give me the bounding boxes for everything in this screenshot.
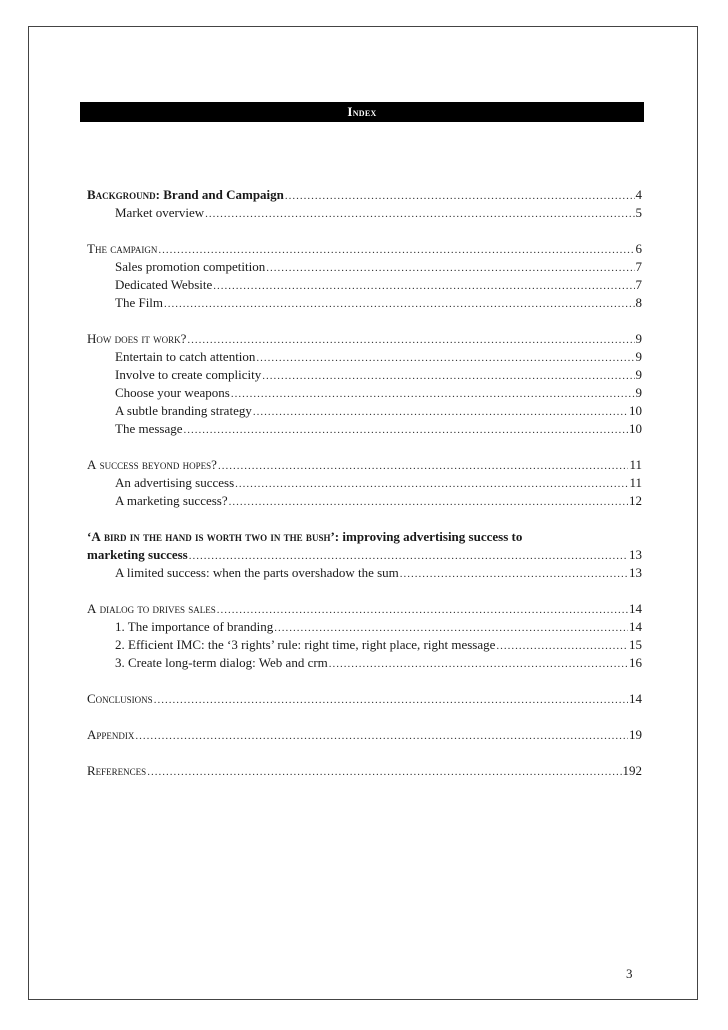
- dot-leader: [147, 763, 621, 781]
- toc-entry-efficient-imc[interactable]: 2. Efficient IMC: the ‘3 rights’ rule: right time, right place, right message ..... 15: [87, 636, 642, 654]
- toc-entry-success-beyond-hopes[interactable]: A success beyond hopes? ..... 11: [87, 456, 642, 474]
- toc-page-number: 5: [635, 205, 642, 220]
- toc-entry-how-does-it-work[interactable]: How does it work? ..... 9: [87, 330, 642, 348]
- toc-page-number: 8: [635, 295, 642, 310]
- toc-page-number: 7: [635, 277, 642, 292]
- toc-entry-market-overview[interactable]: Market overview ..... 5: [87, 204, 642, 222]
- dot-leader: [256, 349, 634, 367]
- toc-page-number: 6: [635, 241, 642, 256]
- dot-leader: [496, 637, 628, 655]
- page-number: 3: [626, 966, 633, 981]
- index-heading-initial: I: [347, 104, 353, 119]
- toc-entry-the-message[interactable]: The message ..... 10: [87, 420, 642, 438]
- toc-page-number: 14: [629, 619, 642, 634]
- index-heading-bar: [80, 102, 644, 122]
- dot-leader: [285, 187, 635, 205]
- toc-page-number: 14: [629, 601, 642, 616]
- dot-leader: [400, 565, 628, 583]
- toc-page-number: 9: [635, 349, 642, 364]
- dot-leader: [229, 493, 628, 511]
- dot-leader: [231, 385, 635, 403]
- toc-entry-dialog[interactable]: A dialog to drives sales ..... 14: [87, 600, 642, 618]
- toc-page-number: 7: [635, 259, 642, 274]
- dot-leader: [205, 205, 634, 223]
- toc-page-number: 13: [629, 565, 642, 580]
- dot-leader: [262, 367, 634, 385]
- toc-page-number: 11: [629, 475, 642, 490]
- toc-page-number: 13: [629, 547, 642, 562]
- toc-entry-appendix[interactable]: Appendix ..... 19: [87, 726, 642, 744]
- toc-page-number: 12: [629, 493, 642, 508]
- dot-leader: [217, 601, 628, 619]
- dot-leader: [329, 655, 628, 673]
- toc-entry-involve[interactable]: Involve to create complicity ..... 9: [87, 366, 642, 384]
- dot-leader: [154, 691, 628, 709]
- toc-page-number: 10: [629, 421, 642, 436]
- dot-leader: [274, 619, 628, 637]
- toc-entry-marketing-success[interactable]: A marketing success? ..... 12: [87, 492, 642, 510]
- toc-page-number: 16: [629, 655, 642, 670]
- toc-entry-dedicated-website[interactable]: Dedicated Website ..... 7: [87, 276, 642, 294]
- toc-page-number: 4: [635, 187, 642, 202]
- toc-entry-the-campaign[interactable]: The campaign ..... 6: [87, 240, 642, 258]
- toc-entry-advertising-success[interactable]: An advertising success ..... 11: [87, 474, 642, 492]
- dot-leader: [253, 403, 628, 421]
- toc-page-number: 9: [635, 385, 642, 400]
- toc-page-number: 9: [635, 367, 642, 382]
- dot-leader: [135, 727, 628, 745]
- toc-entry-long-term-dialog[interactable]: 3. Create long-term dialog: Web and crm ..... 16: [87, 654, 642, 672]
- toc-entry-conclusions[interactable]: Conclusions ..... 14: [87, 690, 642, 708]
- toc-entry-importance-branding[interactable]: 1. The importance of branding ..... 14: [87, 618, 642, 636]
- toc-entry-sales-promotion[interactable]: Sales promotion competition ..... 7: [87, 258, 642, 276]
- toc-page-number: 9: [635, 331, 642, 346]
- toc-entry-background[interactable]: Background: Brand and Campaign ..... 4: [87, 186, 642, 204]
- table-of-contents: [87, 186, 642, 780]
- toc-page-number: 14: [629, 691, 642, 706]
- toc-entry-choose-weapons[interactable]: Choose your weapons ..... 9: [87, 384, 642, 402]
- toc-page-number: 11: [629, 457, 642, 472]
- toc-page-number: 19: [629, 727, 642, 742]
- dot-leader: [164, 295, 634, 313]
- toc-entry-references[interactable]: References ..... 192: [87, 762, 642, 780]
- toc-page-number: 192: [622, 763, 642, 778]
- index-heading-rest: ndex: [352, 107, 377, 119]
- dot-leader: [235, 475, 628, 493]
- dot-leader: [266, 259, 634, 277]
- toc-entry-entertain[interactable]: Entertain to catch attention ..... 9: [87, 348, 642, 366]
- toc-page-number: 15: [629, 637, 642, 652]
- dot-leader: [158, 241, 634, 259]
- toc-entry-limited-success[interactable]: A limited success: when the parts overshadow the sum ..... 13: [87, 564, 642, 582]
- toc-entry-subtle-branding[interactable]: A subtle branding strategy ..... 10: [87, 402, 642, 420]
- dot-leader: [218, 457, 629, 475]
- dot-leader: [213, 277, 634, 295]
- toc-entry-bird-line2[interactable]: marketing success ..... 13: [87, 546, 642, 564]
- dot-leader: [184, 421, 628, 439]
- dot-leader: [189, 547, 628, 565]
- toc-entry-the-film[interactable]: The Film ..... 8: [87, 294, 642, 312]
- toc-entry-bird-line1[interactable]: ‘A bird in the hand is worth two in the bush’: improving advertising success to: [87, 529, 523, 544]
- dot-leader: [187, 331, 634, 349]
- toc-page-number: 10: [629, 403, 642, 418]
